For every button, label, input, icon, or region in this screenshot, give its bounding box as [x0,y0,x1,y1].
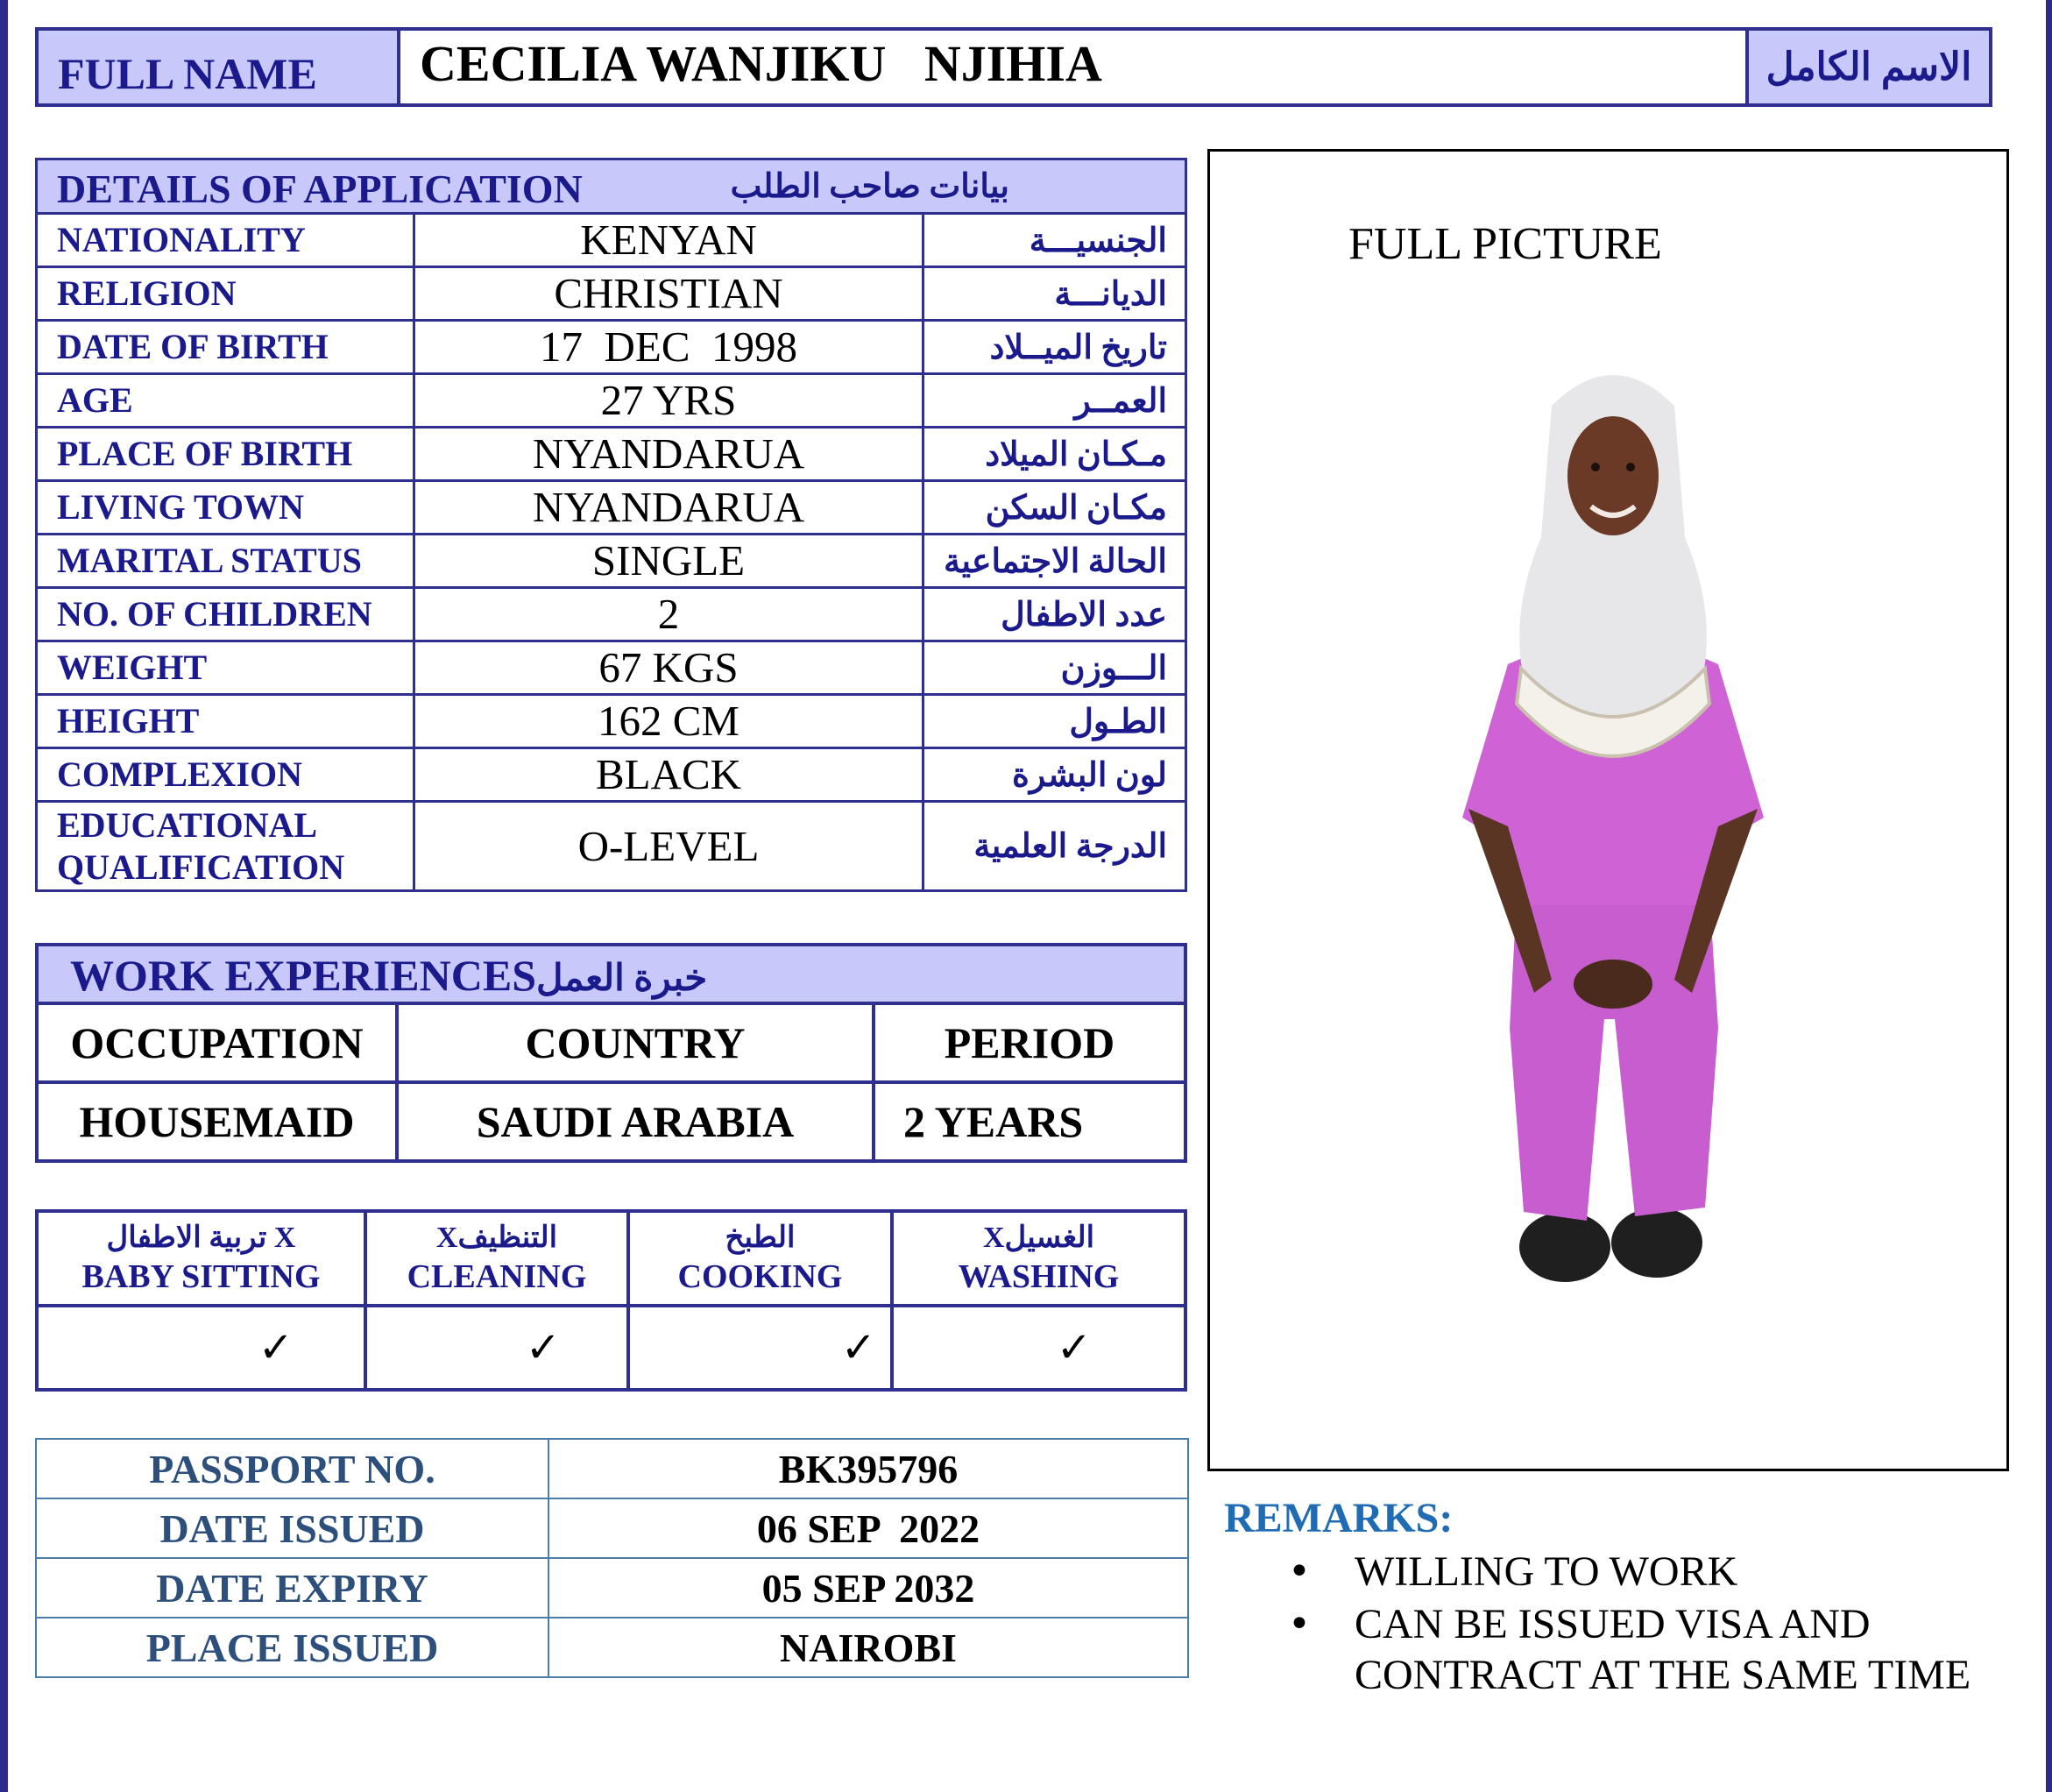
detail-label-ar: العمــر [923,374,1186,428]
shoe-left [1519,1212,1610,1282]
passport-table [35,1438,1189,1678]
detail-label-line2: QUALIFICATION [57,846,345,887]
detail-value: 17 DEC 1998 [414,321,923,374]
picture-frame [1207,149,2009,1471]
detail-value: 27 YRS [414,374,923,428]
detail-label: HEIGHT [37,695,414,748]
detail-label: NO. OF CHILDREN [37,588,414,641]
skill-check [37,1306,365,1390]
detail-label: DATE OF BIRTH [37,321,414,374]
work-header-en: WORK EXPERIENCES [70,951,537,1000]
detail-label: RELIGION [37,267,414,321]
details-row [37,748,1186,802]
skill-label-ar: الغسيلX [982,1222,1095,1254]
skill-check [628,1306,892,1390]
skill-cleaning [365,1211,628,1306]
detail-label [37,802,414,891]
detail-label: MARITAL STATUS [37,535,414,588]
skill-label: CLEANING [407,1258,587,1295]
detail-label-ar: الديانـــة [923,267,1186,321]
passport-row [36,1439,1188,1498]
detail-label-ar: الحالة الاجتماعية [923,535,1186,588]
work-columns [37,1003,1185,1082]
details-header [37,159,1186,214]
detail-label-ar: الدرجة العلمية [923,802,1186,891]
skill-label: BABY SITTING [81,1258,321,1295]
passport-value: 05 SEP 2032 [548,1558,1188,1618]
skill-label-ar: الطبخ [725,1222,796,1254]
detail-label-line1: EDUCATIONAL [57,804,318,845]
detail-value: NYANDARUA [414,428,923,481]
passport-row [36,1558,1188,1618]
detail-label-ar: الجنسيـــة [923,214,1186,267]
passport-value: 06 SEP 2022 [548,1498,1188,1558]
detail-value: CHRISTIAN [414,267,923,321]
detail-value: 2 [414,588,923,641]
work-row [37,1082,1185,1161]
skill-label: WASHING [958,1258,1120,1295]
detail-value: O-LEVEL [414,802,923,891]
page-right-border [2046,0,2052,1792]
details-header-en: DETAILS OF APPLICATION [57,166,583,211]
full-name-label: FULL NAME [39,31,400,103]
detail-label-ar: لون البشرة [923,748,1186,802]
details-row [37,695,1186,748]
detail-value: BLACK [414,748,923,802]
detail-value: KENYAN [414,214,923,267]
detail-label: WEIGHT [37,641,414,695]
passport-row [36,1618,1188,1677]
skills-table [35,1209,1187,1392]
detail-label-ar: مكـان السكن [923,481,1186,535]
detail-value: SINGLE [414,535,923,588]
remark-item: • WILLING TO WORK [1288,1547,2024,1597]
details-row [37,588,1186,641]
remarks-list [1288,1547,2024,1703]
check-icon: ✓ [525,1325,561,1371]
full-name-bar [35,27,1992,107]
details-row [37,267,1186,321]
work-experience-table [35,943,1187,1163]
skill-label: COOKING [677,1258,843,1295]
detail-label: COMPLEXION [37,748,414,802]
details-row [37,481,1186,535]
work-country: SAUDI ARABIA [397,1082,874,1161]
check-icon: ✓ [258,1325,294,1371]
work-col-country: COUNTRY [397,1003,874,1082]
work-col-period: PERIOD [874,1003,1185,1082]
passport-label: DATE EXPIRY [36,1558,548,1618]
page-left-border [0,0,8,1792]
details-table [35,158,1187,892]
skill-washing [892,1211,1185,1306]
hands [1574,960,1652,1009]
skill-baby-sitting [37,1211,365,1306]
passport-row [36,1498,1188,1558]
picture-label: FULL PICTURE [1348,219,1662,269]
remarks-title: REMARKS: [1224,1495,1454,1541]
details-row [37,321,1186,374]
passport-label: PLACE ISSUED [36,1618,548,1677]
detail-label: AGE [37,374,414,428]
skills-checks [37,1306,1185,1390]
details-header-ar: بيانات صاحب الطلب [730,168,1009,205]
remark-item: • CAN BE ISSUED VISA AND CONTRACT AT THE SAME TIME [1288,1599,2024,1701]
detail-label: NATIONALITY [37,214,414,267]
detail-label-ar: مـكـان الميلاد [923,428,1186,481]
details-row [37,535,1186,588]
skill-label-ar: X تربية الاطفال [106,1222,296,1254]
detail-label-ar: تاريخ الميــلاد [923,321,1186,374]
passport-label: PASSPORT NO. [36,1439,548,1498]
shoe-right [1611,1208,1702,1278]
work-occupation: HOUSEMAID [37,1082,397,1161]
passport-value: BK395796 [548,1439,1188,1498]
detail-value: NYANDARUA [414,481,923,535]
detail-label-ar: عدد الاطفال [923,588,1186,641]
details-row [37,428,1186,481]
check-icon: ✓ [1056,1325,1092,1371]
skill-cooking [628,1211,892,1306]
work-header-ar: خبرة العمل [536,959,708,999]
detail-value: 162 CM [414,695,923,748]
skill-check [365,1306,628,1390]
details-row [37,374,1186,428]
skill-label-ar: التنظيفX [435,1222,558,1254]
applicant-photo [1455,353,1771,1291]
detail-label: PLACE OF BIRTH [37,428,414,481]
skills-labels [37,1211,1185,1306]
full-name-label-ar: الاسم الكامل [1745,31,1989,103]
eye-right [1626,463,1635,471]
check-icon: ✓ [840,1325,876,1371]
detail-value: 67 KGS [414,641,923,695]
full-name-value: CECILIA WANJIKU NJIHIA [420,35,1102,92]
work-period: 2 YEARS [874,1082,1185,1161]
details-row [37,641,1186,695]
eye-left [1591,463,1600,471]
details-row [37,802,1186,891]
detail-label-ar: الطـول [923,695,1186,748]
detail-label-ar: الـــوزن [923,641,1186,695]
work-col-occupation: OCCUPATION [37,1003,397,1082]
skill-check [892,1306,1185,1390]
detail-label: LIVING TOWN [37,481,414,535]
work-header [37,945,1185,1003]
details-row [37,214,1186,267]
passport-value: NAIROBI [548,1618,1188,1677]
passport-label: DATE ISSUED [36,1498,548,1558]
